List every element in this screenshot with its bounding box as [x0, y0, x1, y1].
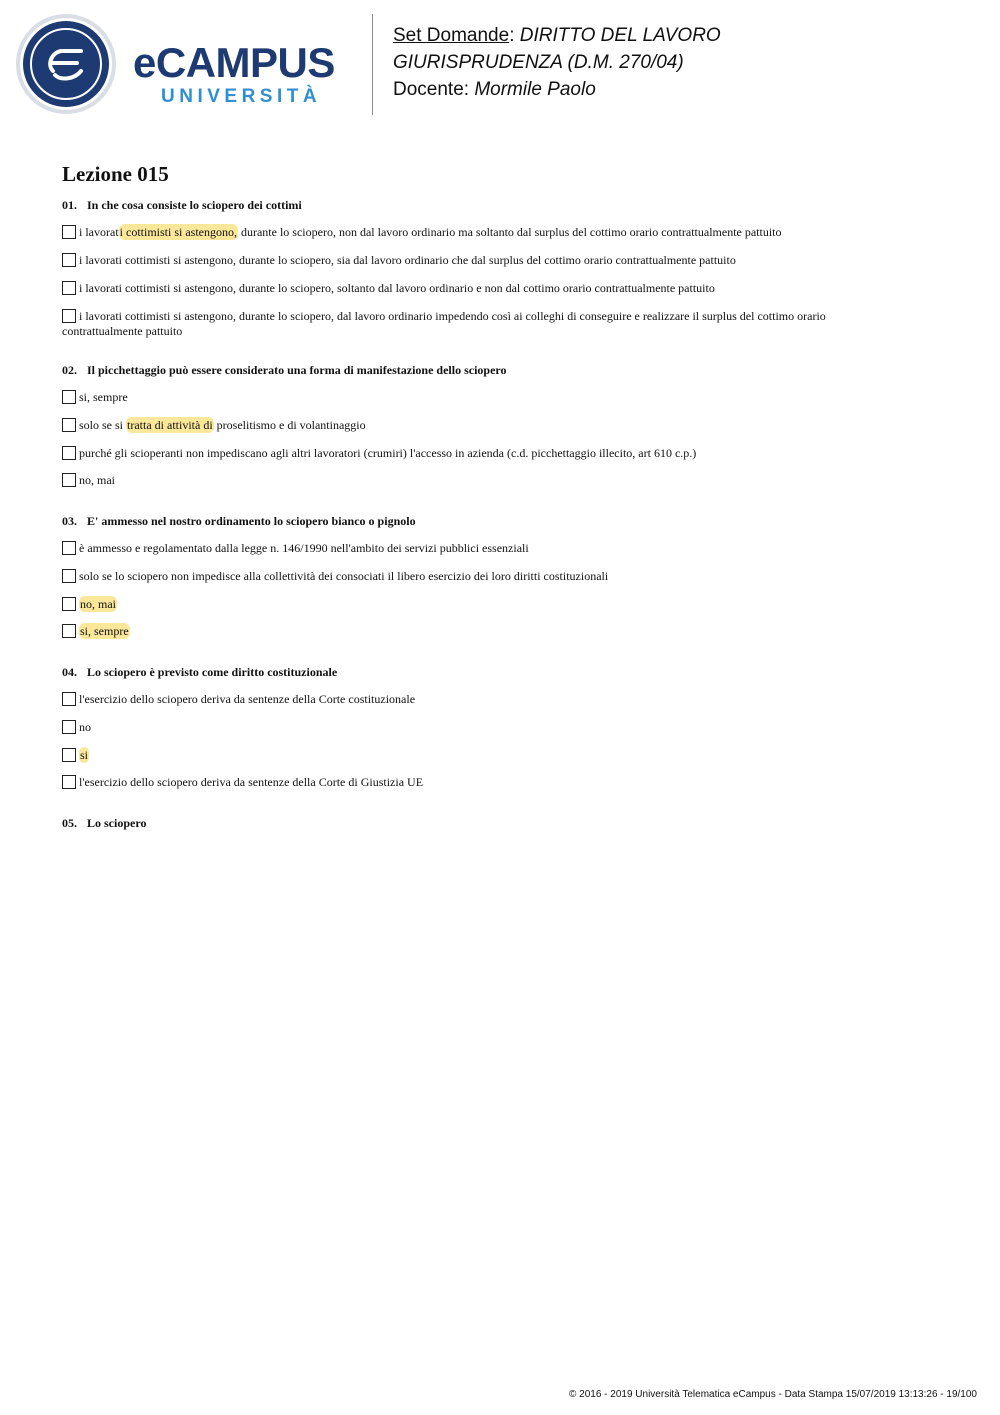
highlighted-text: i cottimisti si astengono, [119, 225, 237, 239]
answer-option: solo se si tratta di attività di proselitismo e di volantinaggio [62, 418, 862, 433]
header-info: Set Domande: DIRITTO DEL LAVORO GIURISPRUDENZA (D.M. 270/04) Docente: Mormile Paolo [393, 25, 721, 100]
answer-checkbox[interactable] [62, 720, 76, 734]
answer-option: solo se lo sciopero non impedisce alla collettività dei consociati il libero esercizio dei loro diritti costituzionali [62, 569, 862, 584]
question: 03. E' ammesso nel nostro ordinamento lo sciopero bianco o pignolo [62, 514, 416, 528]
answer-checkbox[interactable] [62, 309, 76, 323]
answer-checkbox[interactable] [62, 446, 76, 460]
logo-subtext: UNIVERSITÀ [161, 86, 322, 107]
docente-label: Docente: [393, 79, 470, 100]
answer-checkbox[interactable] [62, 597, 76, 611]
answer-checkbox[interactable] [62, 473, 76, 487]
answer-checkbox[interactable] [62, 624, 76, 638]
answer-option: no, mai [62, 473, 862, 488]
answer-checkbox[interactable] [62, 692, 76, 706]
set-label: Set Domande [393, 25, 510, 46]
answer-option: no [62, 720, 862, 735]
answer-checkbox[interactable] [62, 225, 76, 239]
answer-option: è ammesso e regolamentato dalla legge n. 146/1990 nell'ambito dei servizi pubblici essenziali [62, 541, 862, 556]
answer-checkbox[interactable] [62, 748, 76, 762]
ecampus-emblem-icon [15, 13, 117, 115]
answer-option [62, 597, 862, 612]
answer-checkbox[interactable] [62, 775, 76, 789]
answer-checkbox[interactable] [62, 541, 76, 555]
answer-option: i lavorati cottimisti si astengono, durante lo sciopero, non dal lavoro ordinario ma soltanto dal surplus del cottimo orario contrattualmente pattuito [62, 225, 862, 240]
lesson-title: Lezione 015 [62, 162, 169, 186]
answer-option: i lavorati cottimisti si astengono, durante lo sciopero, sia dal lavoro ordinario che dal surplus del cottimo orario contrattualmente pattuito [62, 253, 862, 268]
answer-option: l'esercizio dello sciopero deriva da sentenze della Corte costituzionale [62, 692, 862, 707]
answer-checkbox[interactable] [62, 281, 76, 295]
course-name: GIURISPRUDENZA (D.M. 270/04) [393, 52, 684, 73]
answer-checkbox[interactable] [62, 253, 76, 267]
docente-name: Mormile Paolo [474, 79, 596, 100]
answer-checkbox[interactable] [62, 390, 76, 404]
answer-option: purché gli scioperanti non impediscano agli altri lavoratori (crumiri) l'accesso in azienda (c.d. picchettaggio illecito, art 610 c.p.) [62, 446, 862, 461]
answer-option [62, 624, 862, 639]
header-divider [372, 14, 373, 115]
question: 01. In che cosa consiste lo sciopero dei cottimi [62, 198, 302, 212]
answer-option [62, 748, 862, 763]
highlighted-text: si [80, 748, 89, 762]
answer-checkbox[interactable] [62, 418, 76, 432]
highlighted-text: no, mai [80, 597, 116, 611]
highlighted-text: tratta di attività di [127, 418, 213, 432]
question: 04. Lo sciopero è previsto come diritto costituzionale [62, 665, 338, 679]
answer-option: i lavorati cottimisti si astengono, durante lo sciopero, dal lavoro ordinario impedendo così ai colleghi di conseguire e realizzare il surplus del cottimo orario contrattualmente pattuito [62, 309, 826, 338]
question: 05. Lo sciopero [62, 816, 147, 830]
highlighted-text: si, sempre [80, 624, 129, 638]
set-value: DIRITTO DEL LAVORO [519, 25, 721, 46]
ecampus-logo [133, 40, 358, 115]
answer-checkbox[interactable] [62, 569, 76, 583]
page-footer: © 2016 - 2019 Università Telematica eCampus - Data Stampa 15/07/2019 13:13:26 - 19/100 [569, 1389, 977, 1400]
question: 02. Il picchettaggio può essere considerato una forma di manifestazione dello sciopero [62, 363, 507, 377]
answer-option: i lavorati cottimisti si astengono, durante lo sciopero, soltanto dal lavoro ordinario e non dal cottimo orario contrattualmente pattuito [62, 281, 862, 296]
logo-text: eCAMPUS [133, 39, 335, 86]
answer-option: l'esercizio dello sciopero deriva da sentenze della Corte di Giustizia UE [62, 775, 862, 790]
answer-option: si, sempre [62, 390, 862, 405]
